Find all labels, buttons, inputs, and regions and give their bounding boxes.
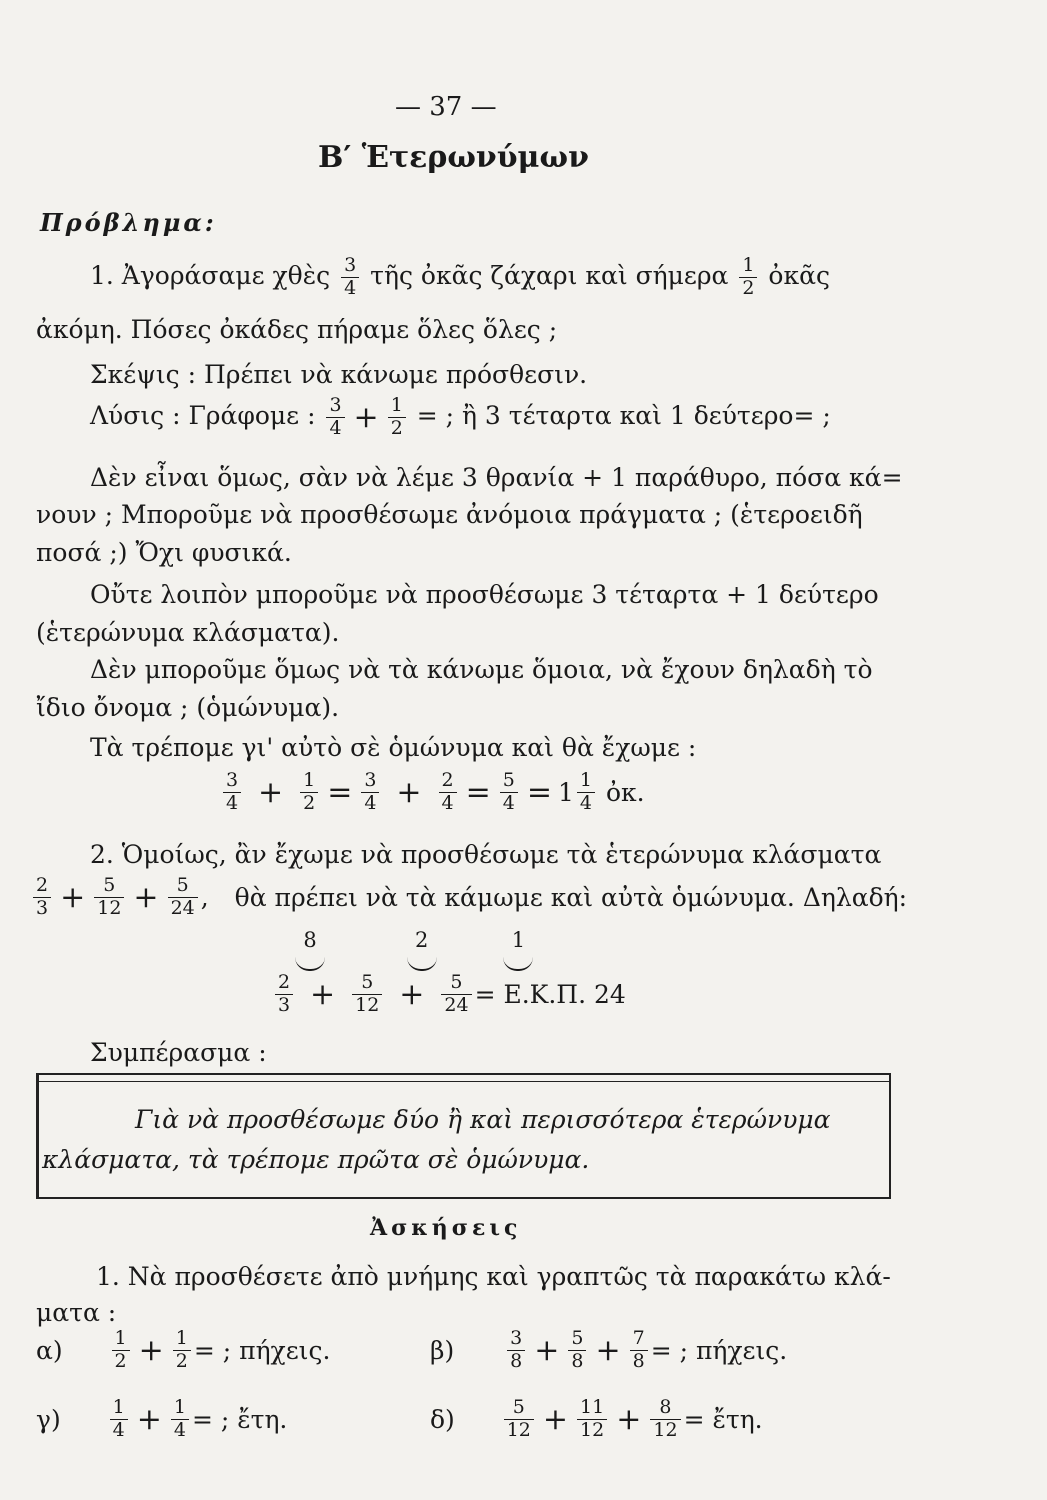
para-2-line-2: (ἑτερώνυμα κλάσματα). [36, 618, 340, 647]
para-3-line-1: Δὲν μποροῦμε ὅμως νὰ τὰ κάνωμε ὅμοια, νὰ ἔχουν δηλαδὴ τὸ [90, 655, 873, 684]
fraction: $\frac{5}{8}$ [568, 1328, 586, 1373]
problem-heading: Πρόβλημα: [40, 208, 217, 237]
fraction: $\frac{5}{24}$ [441, 972, 471, 1017]
fraction: $\frac{1}{4}$ [577, 770, 595, 815]
exercise-1-line-1: 1. Νὰ προσθέσετε ἀπὸ μνήμης καὶ γραπτῶς τὰ παρακάτω κλά- [96, 1262, 891, 1291]
para-1-line-3: ποσά ;) Ὄχι φυσικά. [36, 538, 292, 567]
exercise-1-line-2: ματα : [36, 1298, 117, 1327]
exercise-c: γ) $\frac{1}{4}$ + $\frac{1}{4}$ = ; ἔτη. [36, 1396, 288, 1441]
fraction: $\frac{3}{4}$ [361, 770, 379, 815]
exercise-a: α) $\frac{1}{2}$ + $\frac{1}{2}$ = ; πήχεις. [36, 1327, 331, 1372]
fraction: $\frac{3}{4}$ [341, 255, 359, 300]
para-3-line-2: ἴδιο ὄνομα ; (ὁμώνυμα). [36, 693, 340, 722]
problem-1-line-1: 1. Ἀγοράσαμε χθὲς $\frac{3}{4}$ τῆς ὀκᾶς ζάχαρι καὶ σήμερα $\frac{1}{2}$ ὀκᾶς [90, 254, 830, 299]
fraction: $\frac{5}{12}$ [352, 972, 382, 1017]
exercises-heading: Ἀσκήσεις [370, 1215, 522, 1241]
para-2-line-1: Οὔτε λοιπὸν μποροῦμε νὰ προσθέσωμε 3 τέταρτα + 1 δεύτερο [90, 580, 879, 609]
fraction: $\frac{3}{8}$ [507, 1328, 525, 1373]
rule-line-1: Γιὰ νὰ προσθέσωμε δύο ἢ καὶ περισσότερα ἑτερώνυμα [135, 1105, 831, 1134]
fraction: $\frac{5}{4}$ [500, 770, 518, 815]
fraction: $\frac{8}{12}$ [650, 1397, 680, 1442]
fraction: $\frac{1}{4}$ [171, 1397, 189, 1442]
fraction: $\frac{1}{4}$ [110, 1397, 128, 1442]
fraction: $\frac{5}{12}$ [504, 1397, 534, 1442]
para-1-line-2: νουν ; Μποροῦμε νὰ προσθέσωμε ἀνόμοια πράγματα ; (ἑτεροειδῆ [36, 500, 863, 529]
equation-2: $\frac{2}{3}$ + $\frac{5}{12}$ + $\frac{5}{24}$ = Ε.Κ.Π. 24 [272, 972, 626, 1017]
equation-1: $\frac{3}{4}$ + $\frac{1}{2}$ = $\frac{3}{4}$ + $\frac{2}{4}$ = $\frac{5}{4}$ = 1 $\frac{1}{4}$ ὀκ. [220, 770, 645, 815]
fraction: $\frac{5}{12}$ [94, 875, 124, 920]
fraction: $\frac{2}{3}$ [33, 875, 51, 920]
fraction: $\frac{3}{4}$ [326, 395, 344, 440]
section-title: Β′ Ἑτερωνύμων [318, 140, 589, 175]
fraction: $\frac{2}{3}$ [275, 972, 293, 1017]
fraction: $\frac{1}{2}$ [388, 395, 406, 440]
conclusion-label: Συμπέρασμα : [90, 1038, 267, 1067]
problem-2-line-1: 2. Ὁμοίως, ἂν ἔχωμε νὰ προσθέσωμε τὰ ἑτερώνυμα κλάσματα [90, 840, 882, 869]
fraction: $\frac{5}{24}$ [168, 875, 198, 920]
fraction: $\frac{11}{12}$ [577, 1397, 607, 1442]
exercise-b: β) $\frac{3}{8}$ + $\frac{5}{8}$ + $\frac{7}{8}$ = ; πήχεις. [430, 1327, 788, 1372]
fraction: $\frac{3}{4}$ [223, 770, 241, 815]
problem-2-line-2: $\frac{2}{3}$ + $\frac{5}{12}$ + $\frac{5}{24}$ , θὰ πρέπει νὰ τὰ κάμωμε καὶ αὐτὰ ὁμώνυμα. Δηλαδή: [30, 875, 907, 920]
lcm-multipliers: 8 2 1 [280, 928, 548, 976]
fraction: $\frac{1}{2}$ [300, 770, 318, 815]
exercise-d: δ) $\frac{5}{12}$ + $\frac{11}{12}$ + $\frac{8}{12}$ = ἔτη. [430, 1396, 763, 1441]
para-4: Τὰ τρέπομε γι' αὐτὸ σὲ ὁμώνυμα καὶ θὰ ἔχωμε : [90, 733, 697, 762]
skepsis: Σκέψις : Πρέπει νὰ κάνωμε πρόσθεσιν. [90, 360, 588, 389]
fraction: $\frac{1}{2}$ [739, 255, 757, 300]
fraction: $\frac{1}{2}$ [112, 1328, 130, 1373]
problem-1-line-2: ἀκόμη. Πόσες ὀκάδες πήραμε ὅλες ὅλες ; [36, 315, 558, 344]
lysis: Λύσις : Γράφομε : $\frac{3}{4}$ + $\frac{1}{2}$ = ; ἢ 3 τέταρτα καὶ 1 δεύτερο= ; [90, 394, 831, 439]
rule-line-2: κλάσματα, τὰ τρέπομε πρῶτα σὲ ὁμώνυμα. [42, 1145, 590, 1174]
para-1-line-1: Δὲν εἶναι ὅμως, σὰν νὰ λέμε 3 θρανία + 1 παράθυρο, πόσα κά= [90, 463, 903, 492]
rule-box [36, 1073, 891, 1199]
page-number: — 37 — [395, 92, 497, 122]
fraction: $\frac{1}{2}$ [173, 1328, 191, 1373]
fraction: $\frac{7}{8}$ [630, 1328, 648, 1373]
fraction: $\frac{2}{4}$ [439, 770, 457, 815]
